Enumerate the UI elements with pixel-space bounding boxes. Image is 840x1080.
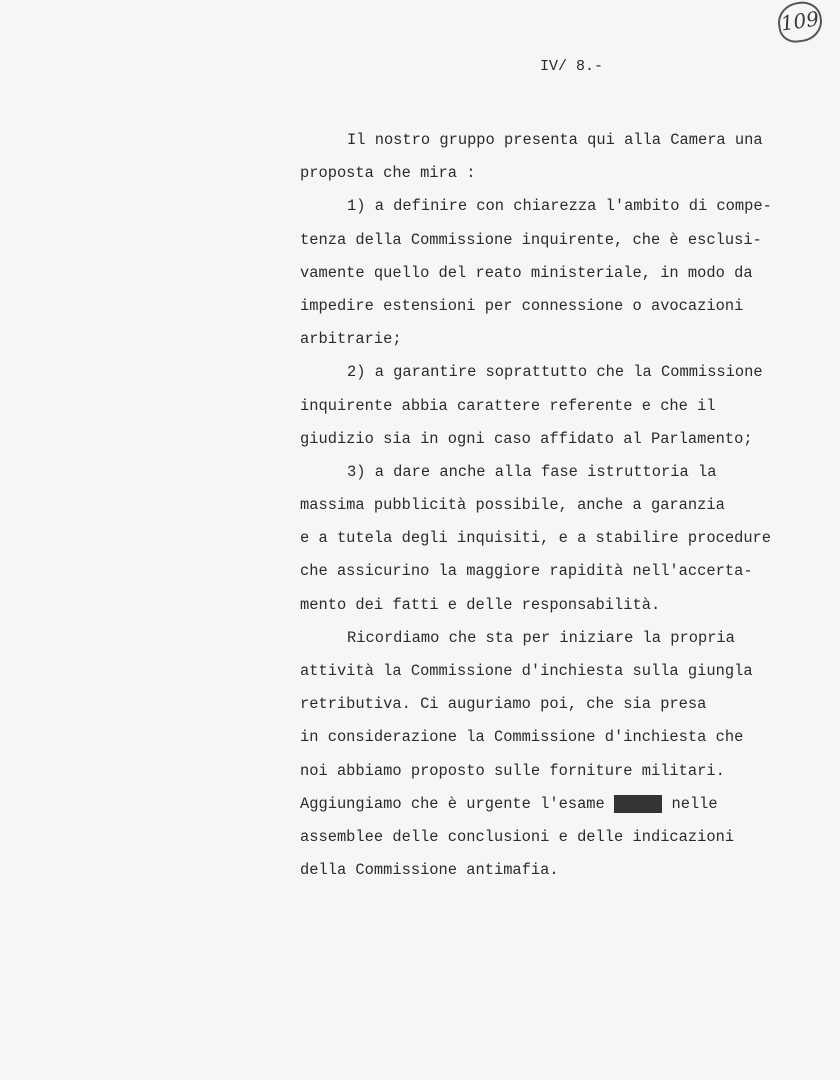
line-text-after: nelle — [662, 794, 718, 813]
text-line — [300, 854, 820, 887]
text-line — [300, 622, 820, 655]
text-line — [300, 655, 820, 688]
line-text: 2) a garantire soprattutto che la Commissione — [347, 363, 763, 382]
line-text: e a tutela degli inquisiti, e a stabilire procedure — [300, 529, 772, 548]
text-line — [300, 423, 820, 456]
text-line — [300, 257, 820, 290]
text-line — [300, 124, 820, 157]
line-text: in considerazione la Commissione d'inchiesta che — [300, 728, 744, 747]
line-text: arbitrarie; — [300, 330, 402, 349]
line-text: giudizio sia in ogni caso affidato al Parlamento; — [300, 429, 753, 448]
line-text: 3) a dare anche alla fase istruttoria la — [347, 462, 717, 481]
page-header: IV/ 8.- — [540, 58, 604, 75]
page-number-stamp: 109 — [775, 0, 824, 45]
line-text: mento dei fatti e delle responsabilità. — [300, 595, 661, 614]
text-line — [300, 589, 820, 622]
text-line — [300, 555, 820, 588]
line-text: impedire estensioni per connessione o avocazioni — [300, 296, 744, 315]
line-text: tenza della Commissione inquirente, che è esclusi- — [300, 230, 762, 249]
line-text: proposta che mira : — [300, 164, 476, 183]
line-text: attività la Commissione d'inchiesta sulla giungla — [300, 662, 753, 680]
line-text: assemblee delle conclusioni e delle indicazioni — [300, 827, 735, 846]
line-text: 1) a definire con chiarezza l'ambito di compe- — [347, 197, 772, 216]
text-line — [300, 190, 820, 223]
line-text: che assicurino la maggiore rapidità nell'accerta- — [300, 562, 753, 581]
text-line — [300, 721, 820, 754]
text-line — [300, 489, 820, 522]
line-text: retributiva. Ci auguriamo poi, che sia presa — [300, 695, 707, 714]
line-text: massima pubblicità possibile, anche a garanzia — [300, 496, 725, 515]
line-text: inquirente abbia carattere referente e che il — [300, 396, 716, 415]
text-line — [300, 224, 820, 257]
text-line — [300, 390, 820, 423]
line-text: Ricordiamo che sta per iniziare la propria — [347, 628, 735, 647]
line-text: vamente quello del reato ministeriale, in modo da — [300, 263, 753, 282]
text-line — [300, 456, 820, 489]
text-line — [300, 356, 820, 389]
text-line — [300, 821, 820, 854]
line-text: Aggiungiamo che è urgente l'esame — [300, 794, 605, 813]
text-line — [300, 522, 820, 555]
line-text: della Commissione antimafia. — [300, 861, 559, 880]
text-line — [300, 290, 820, 323]
line-text: noi abbiamo proposto sulle forniture militari. — [300, 761, 725, 780]
text-line — [300, 755, 820, 788]
text-line — [300, 688, 820, 721]
struck-word: delle — [615, 794, 662, 813]
line-text: Il nostro gruppo presenta qui alla Camera una — [347, 131, 763, 149]
document-body — [300, 124, 820, 887]
text-line — [300, 788, 820, 821]
text-line — [300, 157, 820, 190]
text-line — [300, 323, 820, 356]
